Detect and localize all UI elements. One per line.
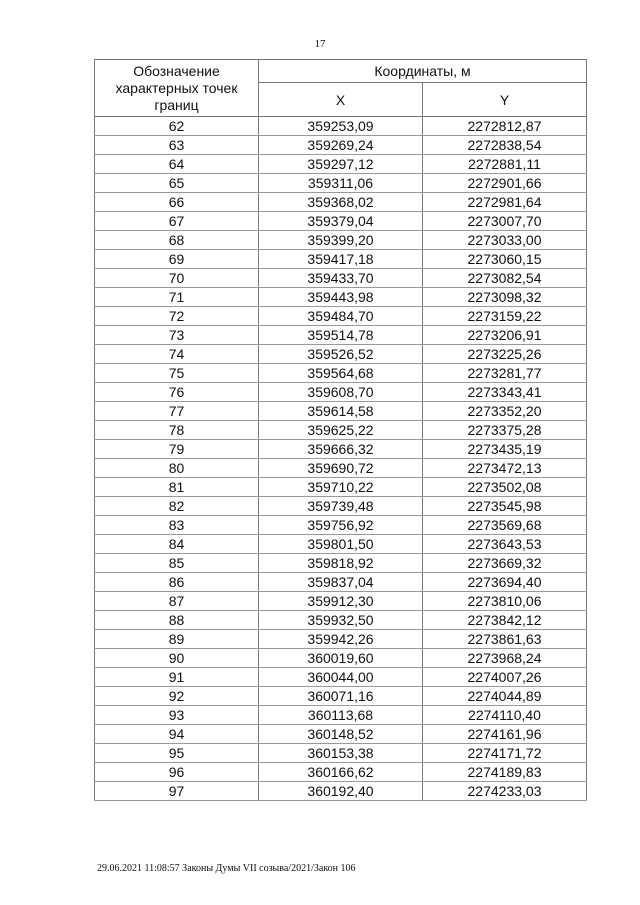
footer-stamp: 29.06.2021 11:08:57 Законы Думы VII созыва/2021/Закон 106 [97,863,356,874]
y-coordinate-cell: 2272981,64 [423,193,587,212]
table-row [95,497,587,516]
x-coordinate-cell: 359608,70 [259,383,423,402]
x-coordinate-cell: 359801,50 [259,535,423,554]
table-row [95,459,587,478]
point-id-cell: 77 [95,402,259,421]
point-id-cell: 71 [95,288,259,307]
table-row [95,383,587,402]
x-coordinate-cell: 359417,18 [259,250,423,269]
x-coordinate-cell: 359739,48 [259,497,423,516]
table-row [95,630,587,649]
table-row [95,782,587,801]
point-id-cell: 62 [95,117,259,136]
header-point-label: Обозначение характерных точек границ [95,60,259,117]
x-coordinate-cell: 360166,62 [259,763,423,782]
point-id-cell: 89 [95,630,259,649]
y-coordinate-cell: 2274044,89 [423,687,587,706]
point-id-cell: 79 [95,440,259,459]
x-coordinate-cell: 359932,50 [259,611,423,630]
y-coordinate-cell: 2274007,26 [423,668,587,687]
y-coordinate-cell: 2273810,06 [423,592,587,611]
x-coordinate-cell: 359443,98 [259,288,423,307]
table-row [95,326,587,345]
table-row [95,668,587,687]
point-id-cell: 90 [95,649,259,668]
y-coordinate-cell: 2273669,32 [423,554,587,573]
point-id-cell: 86 [95,573,259,592]
y-coordinate-cell: 2273159,22 [423,307,587,326]
point-id-cell: 73 [95,326,259,345]
table-row [95,554,587,573]
table-row [95,440,587,459]
table-row [95,535,587,554]
table-row [95,516,587,535]
point-id-cell: 69 [95,250,259,269]
y-coordinate-cell: 2273281,77 [423,364,587,383]
x-coordinate-cell: 360071,16 [259,687,423,706]
point-id-cell: 72 [95,307,259,326]
point-id-cell: 93 [95,706,259,725]
x-coordinate-cell: 359710,22 [259,478,423,497]
table-row [95,174,587,193]
y-coordinate-cell: 2272881,11 [423,155,587,174]
y-coordinate-cell: 2274189,83 [423,763,587,782]
table-row [95,136,587,155]
x-coordinate-cell: 359564,68 [259,364,423,383]
x-coordinate-cell: 359942,26 [259,630,423,649]
y-coordinate-cell: 2273643,53 [423,535,587,554]
point-id-cell: 75 [95,364,259,383]
y-coordinate-cell: 2273502,08 [423,478,587,497]
table-row [95,193,587,212]
point-id-cell: 78 [95,421,259,440]
x-coordinate-cell: 360153,38 [259,744,423,763]
x-coordinate-cell: 360113,68 [259,706,423,725]
point-id-cell: 81 [95,478,259,497]
y-coordinate-cell: 2272838,54 [423,136,587,155]
x-coordinate-cell: 359433,70 [259,269,423,288]
y-coordinate-cell: 2273225,26 [423,345,587,364]
x-coordinate-cell: 359614,58 [259,402,423,421]
table-row [95,649,587,668]
point-id-cell: 91 [95,668,259,687]
y-coordinate-cell: 2273375,28 [423,421,587,440]
point-id-cell: 84 [95,535,259,554]
x-coordinate-cell: 359514,78 [259,326,423,345]
table-row [95,364,587,383]
x-coordinate-cell: 359526,52 [259,345,423,364]
y-coordinate-cell: 2273206,91 [423,326,587,345]
y-coordinate-cell: 2274161,96 [423,725,587,744]
y-coordinate-cell: 2273007,70 [423,212,587,231]
table-row [95,345,587,364]
point-id-cell: 82 [95,497,259,516]
x-coordinate-cell: 359297,12 [259,155,423,174]
table-row [95,573,587,592]
point-id-cell: 64 [95,155,259,174]
point-id-cell: 80 [95,459,259,478]
point-id-cell: 67 [95,212,259,231]
y-coordinate-cell: 2274110,40 [423,706,587,725]
x-coordinate-cell: 359818,92 [259,554,423,573]
table-row [95,288,587,307]
table-row [95,592,587,611]
coordinates-table [94,59,587,801]
x-coordinate-cell: 359666,32 [259,440,423,459]
table-row [95,269,587,288]
point-id-cell: 83 [95,516,259,535]
table-row [95,307,587,326]
header-x: X [259,83,423,117]
y-coordinate-cell: 2272901,66 [423,174,587,193]
table-body [95,117,587,801]
x-coordinate-cell: 359690,72 [259,459,423,478]
page-number: 17 [314,38,326,50]
point-id-cell: 92 [95,687,259,706]
point-id-cell: 66 [95,193,259,212]
x-coordinate-cell: 359269,24 [259,136,423,155]
x-coordinate-cell: 360019,60 [259,649,423,668]
table-row [95,155,587,174]
x-coordinate-cell: 360044,00 [259,668,423,687]
point-id-cell: 88 [95,611,259,630]
y-coordinate-cell: 2273861,63 [423,630,587,649]
table-row [95,478,587,497]
y-coordinate-cell: 2273472,13 [423,459,587,478]
table-row [95,117,587,136]
x-coordinate-cell: 359837,04 [259,573,423,592]
table-row [95,611,587,630]
x-coordinate-cell: 359368,02 [259,193,423,212]
y-coordinate-cell: 2273098,32 [423,288,587,307]
y-coordinate-cell: 2273968,24 [423,649,587,668]
point-id-cell: 70 [95,269,259,288]
point-id-cell: 94 [95,725,259,744]
point-id-cell: 65 [95,174,259,193]
y-coordinate-cell: 2274171,72 [423,744,587,763]
y-coordinate-cell: 2273060,15 [423,250,587,269]
x-coordinate-cell: 360148,52 [259,725,423,744]
table-row [95,744,587,763]
x-coordinate-cell: 360192,40 [259,782,423,801]
y-coordinate-cell: 2273343,41 [423,383,587,402]
point-id-cell: 76 [95,383,259,402]
y-coordinate-cell: 2273545,98 [423,497,587,516]
table-header [95,60,587,117]
table-row [95,421,587,440]
x-coordinate-cell: 359484,70 [259,307,423,326]
table-row [95,212,587,231]
x-coordinate-cell: 359311,06 [259,174,423,193]
y-coordinate-cell: 2273082,54 [423,269,587,288]
table-row [95,231,587,250]
y-coordinate-cell: 2273569,68 [423,516,587,535]
y-coordinate-cell: 2273842,12 [423,611,587,630]
y-coordinate-cell: 2273352,20 [423,402,587,421]
x-coordinate-cell: 359625,22 [259,421,423,440]
point-id-cell: 95 [95,744,259,763]
y-coordinate-cell: 2272812,87 [423,117,587,136]
x-coordinate-cell: 359253,09 [259,117,423,136]
point-id-cell: 74 [95,345,259,364]
header-coordinates: Координаты, м [259,60,587,83]
point-id-cell: 97 [95,782,259,801]
table-row [95,706,587,725]
x-coordinate-cell: 359399,20 [259,231,423,250]
table-row [95,763,587,782]
y-coordinate-cell: 2273033,00 [423,231,587,250]
x-coordinate-cell: 359756,92 [259,516,423,535]
x-coordinate-cell: 359379,04 [259,212,423,231]
point-id-cell: 68 [95,231,259,250]
table-row [95,687,587,706]
table-row [95,402,587,421]
y-coordinate-cell: 2273694,40 [423,573,587,592]
header-y: Y [423,83,587,117]
x-coordinate-cell: 359912,30 [259,592,423,611]
y-coordinate-cell: 2273435,19 [423,440,587,459]
header-row-top [95,60,587,83]
point-id-cell: 85 [95,554,259,573]
y-coordinate-cell: 2274233,03 [423,782,587,801]
table-row [95,250,587,269]
table-row [95,725,587,744]
point-id-cell: 63 [95,136,259,155]
point-id-cell: 96 [95,763,259,782]
point-id-cell: 87 [95,592,259,611]
